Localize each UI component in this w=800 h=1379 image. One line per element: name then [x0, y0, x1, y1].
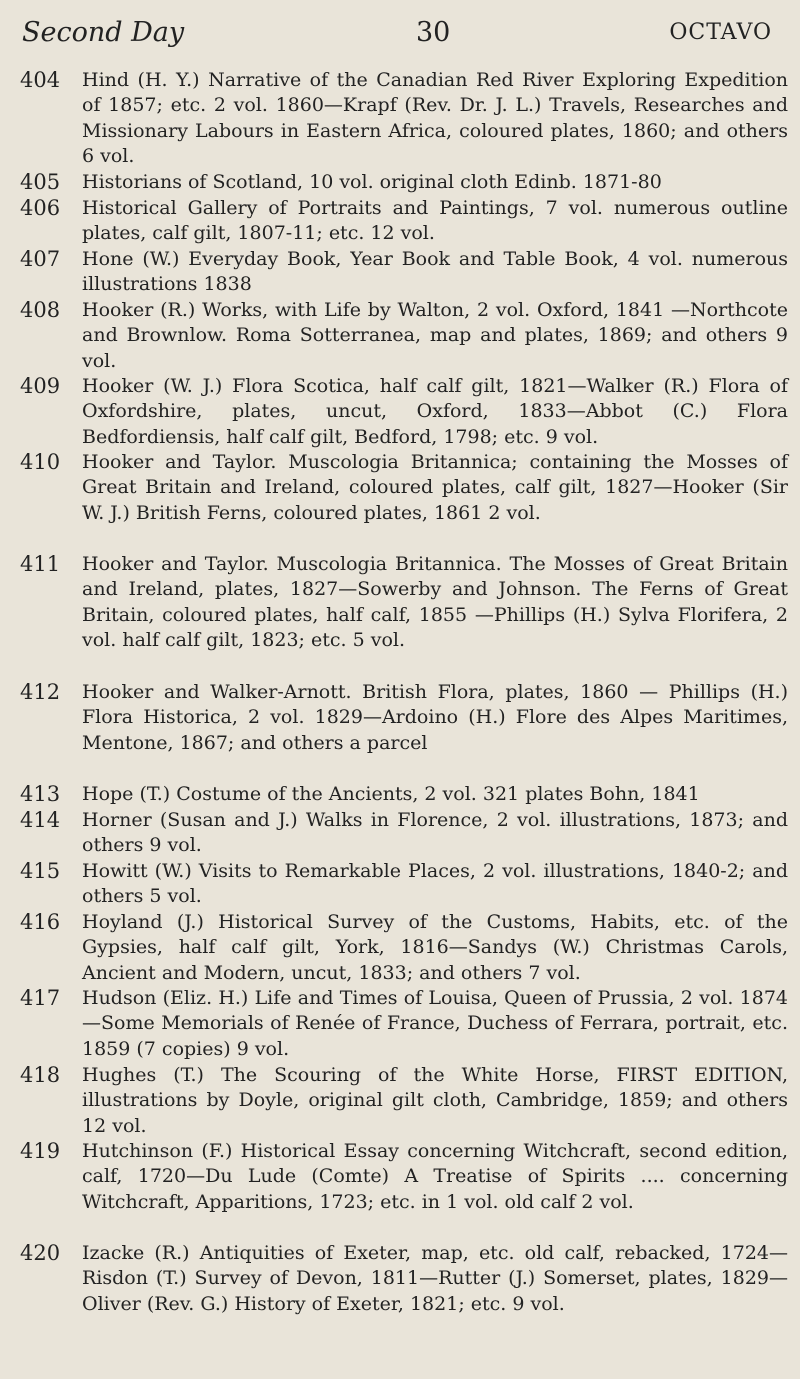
lot-description: Hooker (W. J.) Flora Scotica, half calf gilt, 1821—Walker (R.) Flora of Oxfordshire, plates, uncut, Oxford, 1833—Abbot (C.) Flora Bedfordiensis, half calf gilt, Bedford, 1798; etc. 9 vol.: [82, 375, 788, 448]
lot-entry: [20, 986, 788, 1062]
lot-description: Hughes (T.) The Scouring of the White Horse, FIRST EDITION, illustrations by Doyle, original gilt cloth, Cambridge, 1859; and others 12 vol.: [82, 1064, 788, 1137]
lot-entry: [20, 247, 788, 298]
page-number: 30: [416, 16, 451, 48]
lot-description: Historical Gallery of Portraits and Paintings, 7 vol. numerous outline plates, calf gilt, 1807-11; etc. 12 vol.: [82, 197, 788, 245]
lot-entry: [20, 1241, 788, 1317]
lot-description: Hooker and Walker-Arnott. British Flora, plates, 1860 — Phillips (H.) Flora Historica, 2 vol. 1829—Ardoino (H.) Flore des Alpes Maritimes, Mentone, 1867; and others a parcel: [82, 681, 788, 754]
lot-number: 414: [20, 808, 61, 832]
lot-number: 409: [20, 374, 61, 398]
lot-number: 410: [20, 450, 61, 474]
lot-description: Hooker and Taylor. Muscologia Britannica. The Mosses of Great Britain and Ireland, plates, 1827—Sowerby and Johnson. The Ferns of Great Britain, coloured plates, half calf, 1855 —Phillips (H.) Sylva Florifera, 2 vol. half calf gilt, 1823; etc. 5 vol.: [82, 553, 788, 652]
lot-number: 408: [20, 298, 61, 322]
lot-entry: [20, 859, 788, 910]
lot-description: Hind (H. Y.) Narrative of the Canadian Red River Exploring Expedition of 1857; etc. 2 vol. 1860—Krapf (Rev. Dr. J. L.) Travels, Researches and Missionary Labours in Eastern Africa, coloured plates, 1860; and others 6 vol.: [82, 69, 788, 168]
lot-number: 405: [20, 170, 61, 194]
lot-entry: [20, 1063, 788, 1139]
lot-entry: [20, 68, 788, 170]
format-label: OCTAVO: [669, 19, 772, 45]
lot-entry: [20, 680, 788, 756]
lot-number: 411: [20, 552, 61, 576]
lot-entry: [20, 298, 788, 374]
lot-description: Hone (W.) Everyday Book, Year Book and Table Book, 4 vol. numerous illustrations 1838: [82, 248, 788, 296]
lot-entry: [20, 450, 788, 526]
lot-number: 420: [20, 1241, 61, 1265]
lot-entry: [20, 782, 788, 807]
lot-number: 416: [20, 910, 61, 934]
lot-number: 407: [20, 247, 61, 271]
lot-entry: [20, 170, 788, 195]
lot-description: Hope (T.) Costume of the Ancients, 2 vol. 321 plates Bohn, 1841: [82, 783, 700, 805]
lot-entry: [20, 374, 788, 450]
lot-entry: [20, 196, 788, 247]
lot-description: Hoyland (J.) Historical Survey of the Customs, Habits, etc. of the Gypsies, half calf gilt, York, 1816—Sandys (W.) Christmas Carols, Ancient and Modern, uncut, 1833; and others 7 vol.: [82, 911, 788, 984]
lot-description: Historians of Scotland, 10 vol. original cloth Edinb. 1871-80: [82, 171, 662, 193]
lot-entry: [20, 910, 788, 986]
lot-number: 404: [20, 68, 61, 92]
lot-description: Howitt (W.) Visits to Remarkable Places, 2 vol. illustrations, 1840-2; and others 5 vol.: [82, 860, 788, 908]
lot-description: Hooker and Taylor. Muscologia Britannica; containing the Mosses of Great Britain and Ireland, coloured plates, calf gilt, 1827—Hooker (Sir W. J.) British Ferns, coloured plates, 1861 2 vol.: [82, 451, 788, 524]
lot-entry: [20, 1139, 788, 1215]
lot-number: 412: [20, 680, 61, 704]
lot-number: 413: [20, 782, 61, 806]
lot-number: 415: [20, 859, 61, 883]
lot-description: Hudson (Eliz. H.) Life and Times of Louisa, Queen of Prussia, 2 vol. 1874—Some Memorials of Renée of France, Duchess of Ferrara, portrait, etc. 1859 (7 copies) 9 vol.: [82, 987, 788, 1060]
section-title: Second Day: [22, 16, 185, 48]
lot-number: 418: [20, 1063, 61, 1087]
lot-entry: [20, 808, 788, 859]
lot-description: Hutchinson (F.) Historical Essay concerning Witchcraft, second edition, calf, 1720—Du Lude (Comte) A Treatise of Spirits .... concerning Witchcraft, Apparitions, 1723; etc. in 1 vol. old calf 2 vol.: [82, 1140, 788, 1213]
lot-number: 406: [20, 196, 61, 220]
lot-description: Horner (Susan and J.) Walks in Florence, 2 vol. illustrations, 1873; and others 9 vol.: [82, 809, 788, 857]
lot-description: Hooker (R.) Works, with Life by Walton, 2 vol. Oxford, 1841 —Northcote and Brownlow. Roma Sotterranea, map and plates, 1869; and others 9 vol.: [82, 299, 788, 372]
lot-number: 417: [20, 986, 61, 1010]
page-header: [22, 14, 772, 50]
lot-entry: [20, 552, 788, 654]
lot-number: 419: [20, 1139, 61, 1163]
lot-description: Izacke (R.) Antiquities of Exeter, map, etc. old calf, rebacked, 1724—Risdon (T.) Survey of Devon, 1811—Rutter (J.) Somerset, plates, 1829—Oliver (Rev. G.) History of Exeter, 1821; etc. 9 vol.: [82, 1242, 788, 1315]
